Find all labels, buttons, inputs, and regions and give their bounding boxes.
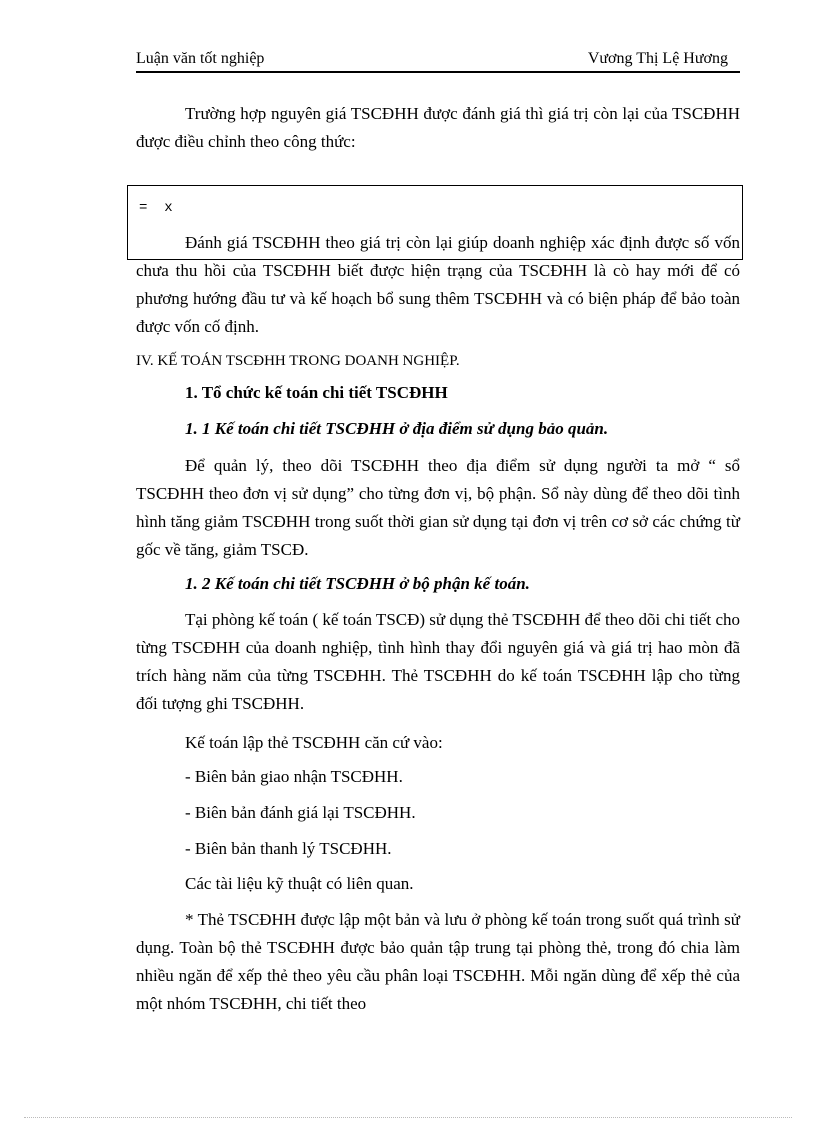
- paragraph-card-storage: * Thẻ TSCĐHH được lập một bản và lưu ở phòng kế toán trong suốt quá trình sử dụng. Toàn bộ thẻ TSCĐHH được bảo quản tập trung tại phòng thẻ, trong đó chia làm nhiều ngăn để xếp thẻ theo yêu cầu phân loại TSCĐHH. Mỗi ngăn dùng để xếp thẻ của một nhóm TSCĐHH, chi tiết theo: [136, 910, 740, 1013]
- header-author-name: Vương Thị Lệ Hương: [587, 50, 728, 67]
- list-item: Các tài liệu kỹ thuật có liên quan.: [185, 874, 414, 893]
- page-header: [136, 50, 740, 73]
- page-bottom-border: [24, 1117, 792, 1118]
- heading-1: 1. Tổ chức kế toán chi tiết TSCĐHH: [185, 383, 448, 402]
- section-heading-iv: IV. KẾ TOÁN TSCĐHH TRONG DOANH NGHIỆP.: [136, 353, 460, 369]
- list-item: - Biên bản giao nhận TSCĐHH.: [185, 767, 403, 786]
- heading-1-1: 1. 1 Kế toán chi tiết TSCĐHH ở địa điểm sử dụng bảo quản.: [185, 419, 609, 438]
- paragraph-residual-value: Đánh giá TSCĐHH theo giá trị còn lại giúp doanh nghiệp xác định được số vốn chưa thu hồi của TSCĐHH biết được hiện trạng của TSCĐHH là cò hay mới để có phương hướng đầu tư và kế hoạch bổ sung thêm TSCĐHH và có biện pháp để bảo toàn được vốn cố định.: [136, 233, 740, 336]
- paragraph-accounting-dept: Tại phòng kế toán ( kế toán TSCĐ) sử dụng thẻ TSCĐHH để theo dõi chi tiết cho từng TSCĐHH của doanh nghiệp, tình hình thay đổi nguyên giá và giá trị hao mòn đã trích hàng năm của từng TSCĐHH. Thẻ TSCĐHH do kế toán TSCĐHH lập cho từng đối tượng ghi TSCĐHH.: [136, 610, 740, 713]
- heading-1-2: 1. 2 Kế toán chi tiết TSCĐHH ở bộ phận kế toán.: [185, 574, 530, 593]
- formula-text: = x: [139, 200, 173, 216]
- paragraph-revaluation: Trường hợp nguyên giá TSCĐHH được đánh giá thì giá trị còn lại của TSCĐHH được điều chỉnh theo công thức:: [136, 104, 740, 151]
- list-item: - Biên bản đánh giá lại TSCĐHH.: [185, 803, 416, 822]
- paragraph-usage-location: Để quản lý, theo dõi TSCĐHH theo địa điểm sử dụng người ta mở “ sổ TSCĐHH theo đơn vị sử dụng” cho từng đơn vị, bộ phận. Sổ này dùng để theo dõi tình hình tăng giảm TSCĐHH trong suốt thời gian sử dụng tại đơn vị trên cơ sở các chứng từ gốc về tăng, giảm TSCĐ.: [136, 456, 740, 559]
- list-intro: Kế toán lập thẻ TSCĐHH căn cứ vào:: [185, 733, 443, 752]
- header-thesis-label: Luận văn tốt nghiệp: [136, 50, 265, 67]
- list-item: - Biên bản thanh lý TSCĐHH.: [185, 839, 392, 858]
